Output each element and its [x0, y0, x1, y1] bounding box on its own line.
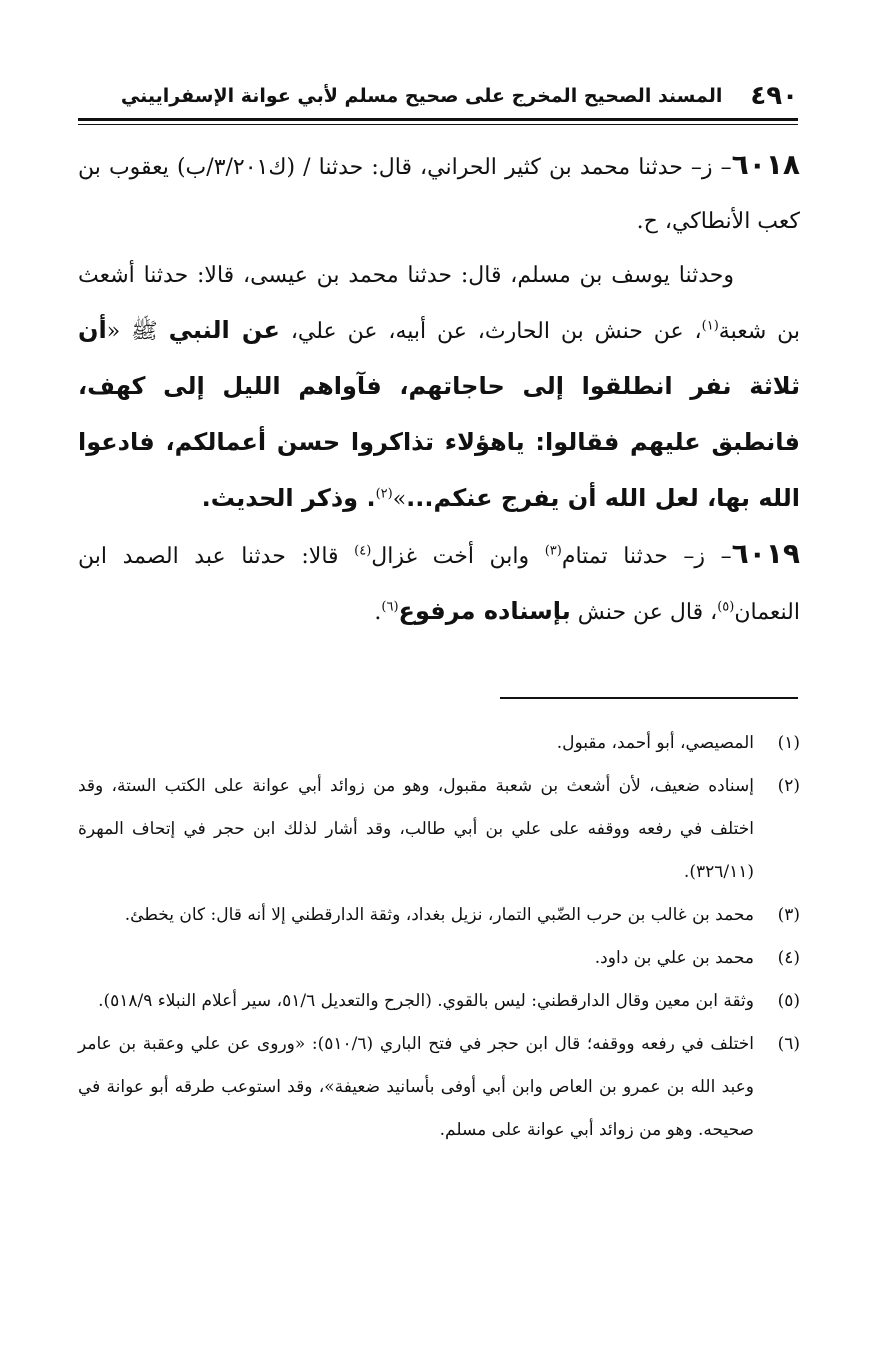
hadith-number: ٦٠١٩ [731, 537, 800, 570]
footnote-ref-6[interactable]: (٦) [381, 599, 399, 615]
main-text [78, 138, 800, 640]
footnote-6 [78, 1023, 800, 1152]
footnote-marker: (٦) [777, 1034, 800, 1054]
footnote-ref-2[interactable]: (٢) [375, 486, 393, 502]
footnote-1 [78, 722, 800, 765]
quote-open: « [106, 319, 121, 344]
hadith-dash: – [712, 155, 732, 180]
footnote-ref-5[interactable]: (٥) [717, 599, 735, 615]
footnote-text: محمد بن غالب بن حرب الضّبي التمار، نزيل بغداد، وثقة الدارقطني إلا أنه قال: كان يخطئ. [124, 905, 754, 925]
salutation-glyph: ﷺ [120, 319, 169, 344]
sentence-end: . [374, 600, 382, 625]
footnote-4 [78, 937, 800, 980]
chain-text: ، عن حنش بن الحارث، عن أبيه، عن علي، [279, 319, 702, 344]
footnote-marker: (٥) [777, 991, 800, 1011]
matn-bold: بإسناده مرفوع [398, 597, 571, 625]
footnote-ref-3[interactable]: (٣) [544, 543, 562, 559]
footnote-text: المصيصي، أبو أحمد، مقبول. [556, 733, 754, 753]
footnote-text: وثقة ابن معين وقال الدارقطني: ليس بالقوي. (الجرح والتعديل ٥١/٦، سير أعلام النبلاء ٥١٨/٩). [98, 991, 754, 1011]
chain-text: ، قال عن حنش [570, 600, 718, 625]
chain-text: قالا: حدثنا عبد الصمد ابن النعمان [78, 544, 800, 625]
footnote-3 [78, 894, 800, 937]
footnote-marker: (٢) [777, 776, 800, 796]
footnote-marker: (١) [777, 733, 800, 753]
footnote-5 [78, 980, 800, 1023]
header-rule-thick [78, 118, 798, 121]
footnote-text: محمد بن علي بن داود. [594, 948, 754, 968]
footnote-text: اختلف في رفعه ووقفه؛ قال ابن حجر في فتح الباري (٥١٠/٦): «وروى عن علي وعقبة بن عامر وعبد الله بن عمرو بن العاص وابن أبي أوفى بأسانيد ضعيفة»، وقد استوعب طرقه أبو عوانة في صحيحه. وهو من زوائد أبي عوانة على مسلم. [78, 1034, 754, 1140]
header-rule-thin [78, 124, 798, 125]
footnote-divider [500, 697, 798, 699]
page-number: ٤٩٠ [750, 81, 798, 111]
quote-close: » [392, 487, 407, 512]
chain-text: وابن أخت غزال [371, 544, 545, 569]
hadith-number: ٦٠١٨ [731, 148, 800, 181]
matn-bold: أن ثلاثة نفر انطلقوا إلى حاجاتهم، فآواهم الليل إلى كهف، فانطبق عليهم فقالوا: ياهؤلاء تذاكروا حسن أعمالكم، فادعوا الله بها، لعل الله أن يفرج عنكم... [78, 316, 800, 512]
footnote-marker: (٤) [777, 948, 800, 968]
footnote-marker: (٣) [777, 905, 800, 925]
footnotes [78, 722, 800, 1152]
running-header [78, 76, 798, 116]
hadith-6019 [78, 527, 800, 640]
hadith-6018-continuation [78, 249, 800, 527]
running-title: المسند الصحيح المخرج على صحيح مسلم لأبي عوانة الإسفراييني [120, 85, 723, 107]
hadith-chain: ز– حدثنا محمد بن كثير الحراني، قال: حدثنا / (ك٣/٢٠١/ب) يعقوب بن كعب الأنطاكي، ح. [78, 155, 800, 234]
chain-text: وحدثنا يوسف بن مسلم، قال: حدثنا محمد بن عيسى، قالا: حدثنا أشعث بن شعبة [78, 263, 801, 344]
matn-bold: . وذكر الحديث. [201, 484, 376, 512]
footnote-text: إسناده ضعيف، لأن أشعث بن شعبة مقبول، وهو من زوائد أبي عوانة على الكتب الستة، وقد اختلف في رفعه ووقفه على علي بن أبي طالب، وقد أشار لذلك ابن حجر في إتحاف المهرة (٣٢٦/١١). [78, 776, 754, 882]
footnote-ref-1[interactable]: (١) [701, 318, 719, 334]
chain-text: – ز– حدثنا تمتام [561, 544, 732, 569]
hadith-6018 [78, 138, 800, 249]
footnote-ref-4[interactable]: (٤) [354, 543, 372, 559]
matn-bold: عن النبي [168, 316, 280, 344]
footnote-2 [78, 765, 800, 894]
